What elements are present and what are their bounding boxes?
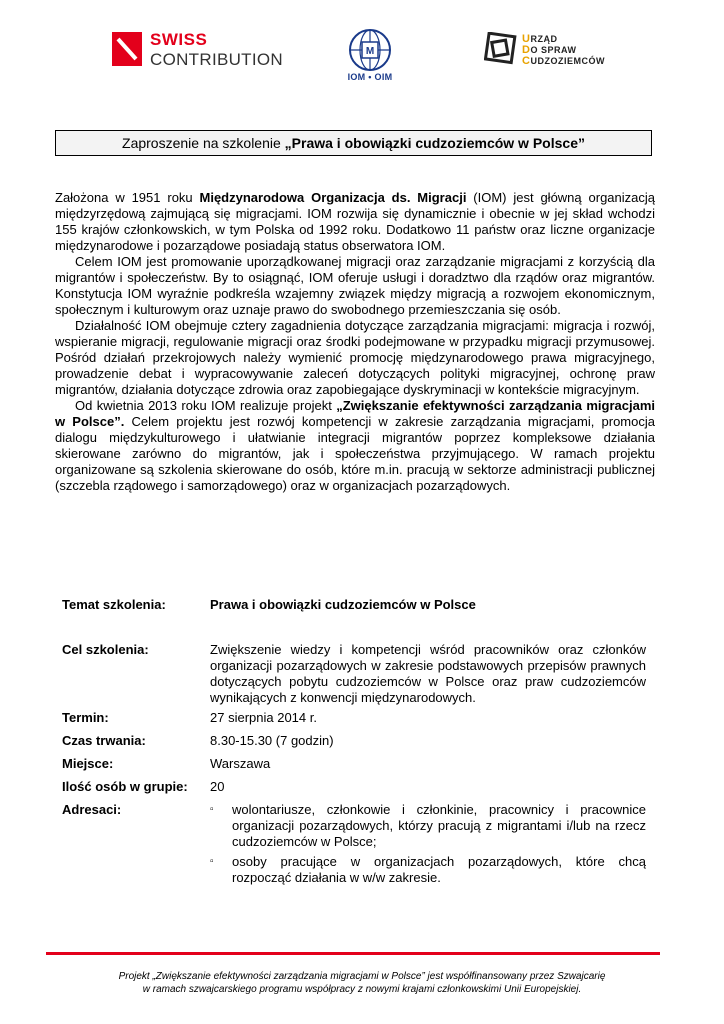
title-bold: „Prawa i obowiązki cudzoziemców w Polsce” — [284, 135, 585, 151]
miejsce-label: Miejsce: — [62, 756, 114, 771]
p4-text-a: Od kwietnia 2013 roku IOM realizuje projekt — [75, 398, 337, 413]
adresaci-item — [210, 854, 646, 886]
footer-line-1: Projekt „Zwiększanie efektywności zarządzania migracjami w Polsce” jest współfinansowany przez Szwajcarię — [118, 971, 606, 982]
termin-label: Termin: — [62, 710, 109, 725]
temat-label: Temat szkolenia: — [62, 597, 166, 612]
p1-text-c: (IOM) jest główną organizacją międzyrzędową zajmującą się migracjami. IOM rozwija się dynamicznie i obecnie w jej skład wchodzi 155 krajów członkowskich, w tym Polska od 1992 roku. Dodatkowo 11 państw oraz liczne organizacje międzynarodowe i pozarządowe posiadają status obserwatora IOM. — [55, 190, 655, 253]
bullet-icon: ▫ — [210, 856, 214, 867]
czas-value: 8.30-15.30 (7 godzin) — [210, 733, 334, 748]
p4-text-c: Celem projektu jest rozwój kompetencji w zakresie zarządzania migracjami, promocja dialogu międzykulturowego i ułatwianie integracji migrantów poprzez kompleksowe działania skierowane zarówno do migrantów, jak i społeczeństwa przyjmującego. W ramach projektu organizowane są szkolenia skierowane do osób, które m.in. pracują w sektorze administracji publicznej (szczebla rządowego i samorządowego) oraz w organizacjach pozarządowych. — [55, 414, 655, 493]
iom-logo — [340, 28, 400, 88]
footer-divider — [46, 952, 660, 955]
paragraph-2: Celem IOM jest promowanie uporządkowanej migracji oraz zarządzanie migracjami z korzyścią dla migrantów i społeczeństw. By to osiągnąć, IOM oferuje usługi i doradztwo dla rządów oraz migrantów. Konstytucja IOM wyraźnie podkreśla wzajemny związek między migracją a rozwojem ekonomicznym, społecznym i kulturowym oraz uznaje prawo do swobodnego przemieszczania się osób. — [55, 254, 655, 317]
udsc-line2: O SPRAW — [530, 45, 577, 55]
body-text — [55, 190, 655, 494]
svg-text:M: M — [365, 46, 375, 57]
czas-label: Czas trwania: — [62, 733, 146, 748]
swiss-logo-line2: CONTRIBUTION — [150, 50, 283, 69]
udsc-logo — [484, 32, 644, 72]
ilosc-label: Ilość osób w grupie: — [62, 779, 188, 794]
temat-value: Prawa i obowiązki cudzoziemców w Polsce — [210, 597, 476, 612]
paragraph-1 — [55, 190, 655, 254]
adresaci-item — [210, 802, 646, 850]
cel-value: Zwiększenie wiedzy i kompetencji wśród pracowników oraz członków organizacji pozarządowych w zakresie podstawowych przepisów prawnych dotyczących pobytu cudzoziemców w Polsce oraz praw cudzoziemców wynikających z konwencji międzynarodowych. — [210, 642, 646, 705]
adresaci-label: Adresaci: — [62, 802, 122, 817]
ilosc-value: 20 — [210, 779, 225, 794]
udsc-cap-u: U — [522, 33, 531, 45]
adresaci-item-text: wolontariusze, członkowie i członkinie, pracownicy i pracownice organizacji pozarządowych, którzy pracują z migrantami i/lub na rzecz cudzoziemców w Polsce; — [232, 802, 646, 849]
p1-text-a: Założona w 1951 roku — [55, 190, 200, 205]
swiss-logo-line1: SWISS — [150, 30, 208, 49]
cel-label: Cel szkolenia: — [62, 642, 149, 657]
p4-project-name: „Zwiększanie efektywności zarządzania migracjami w Polsce”. — [55, 398, 655, 429]
swiss-contribution-logo — [112, 30, 282, 74]
adresaci-list — [210, 802, 646, 886]
udsc-line3: UDZOZIEMCÓW — [530, 56, 605, 66]
swiss-cross-icon — [112, 32, 142, 66]
udsc-cap-c: C — [522, 55, 531, 67]
iom-globe-icon — [348, 28, 392, 72]
adresaci-item-text: osoby pracujące w organizacjach pozarządowych, które chcą rozpocząć działania w w/w zakresie. — [232, 854, 646, 885]
iom-logo-text: IOM • OIM — [347, 72, 393, 82]
miejsce-value: Warszawa — [210, 756, 271, 771]
udsc-line1: RZĄD — [530, 34, 558, 44]
udsc-emblem-icon — [484, 32, 518, 66]
termin-value: 27 sierpnia 2014 r. — [210, 710, 317, 725]
footer-line-2: w ramach szwajcarskiego programu współpracy z nowymi krajami członkowskimi Unii Europejskiej. — [142, 984, 582, 995]
paragraph-3: Działalność IOM obejmuje cztery zagadnienia dotyczące zarządzania migracjami: migracja i rozwój, wspieranie migracji, regulowanie migracji oraz środki podejmowane w przypadku migracji przymusowej. Pośród działań przekrojowych należy wymienić promocję międzynarodowego prawa migracyjnego, prowadzenie debat i wypracowywanie zaleceń dotyczących polityki migracyjnej, ochronę praw migrantów, działania dotyczące zdrowia oraz zapobiegające dyskryminacji w kontekście migracyjnym. — [55, 318, 655, 397]
udsc-cap-d: D — [522, 44, 531, 56]
bullet-icon: ▫ — [210, 804, 214, 815]
p1-org-name: Międzynarodowa Organizacja ds. Migracji — [199, 190, 467, 205]
paragraph-4 — [55, 398, 655, 494]
title-prefix: Zaproszenie na szkolenie — [122, 135, 285, 151]
invitation-title — [55, 130, 652, 156]
footer — [40, 970, 684, 996]
